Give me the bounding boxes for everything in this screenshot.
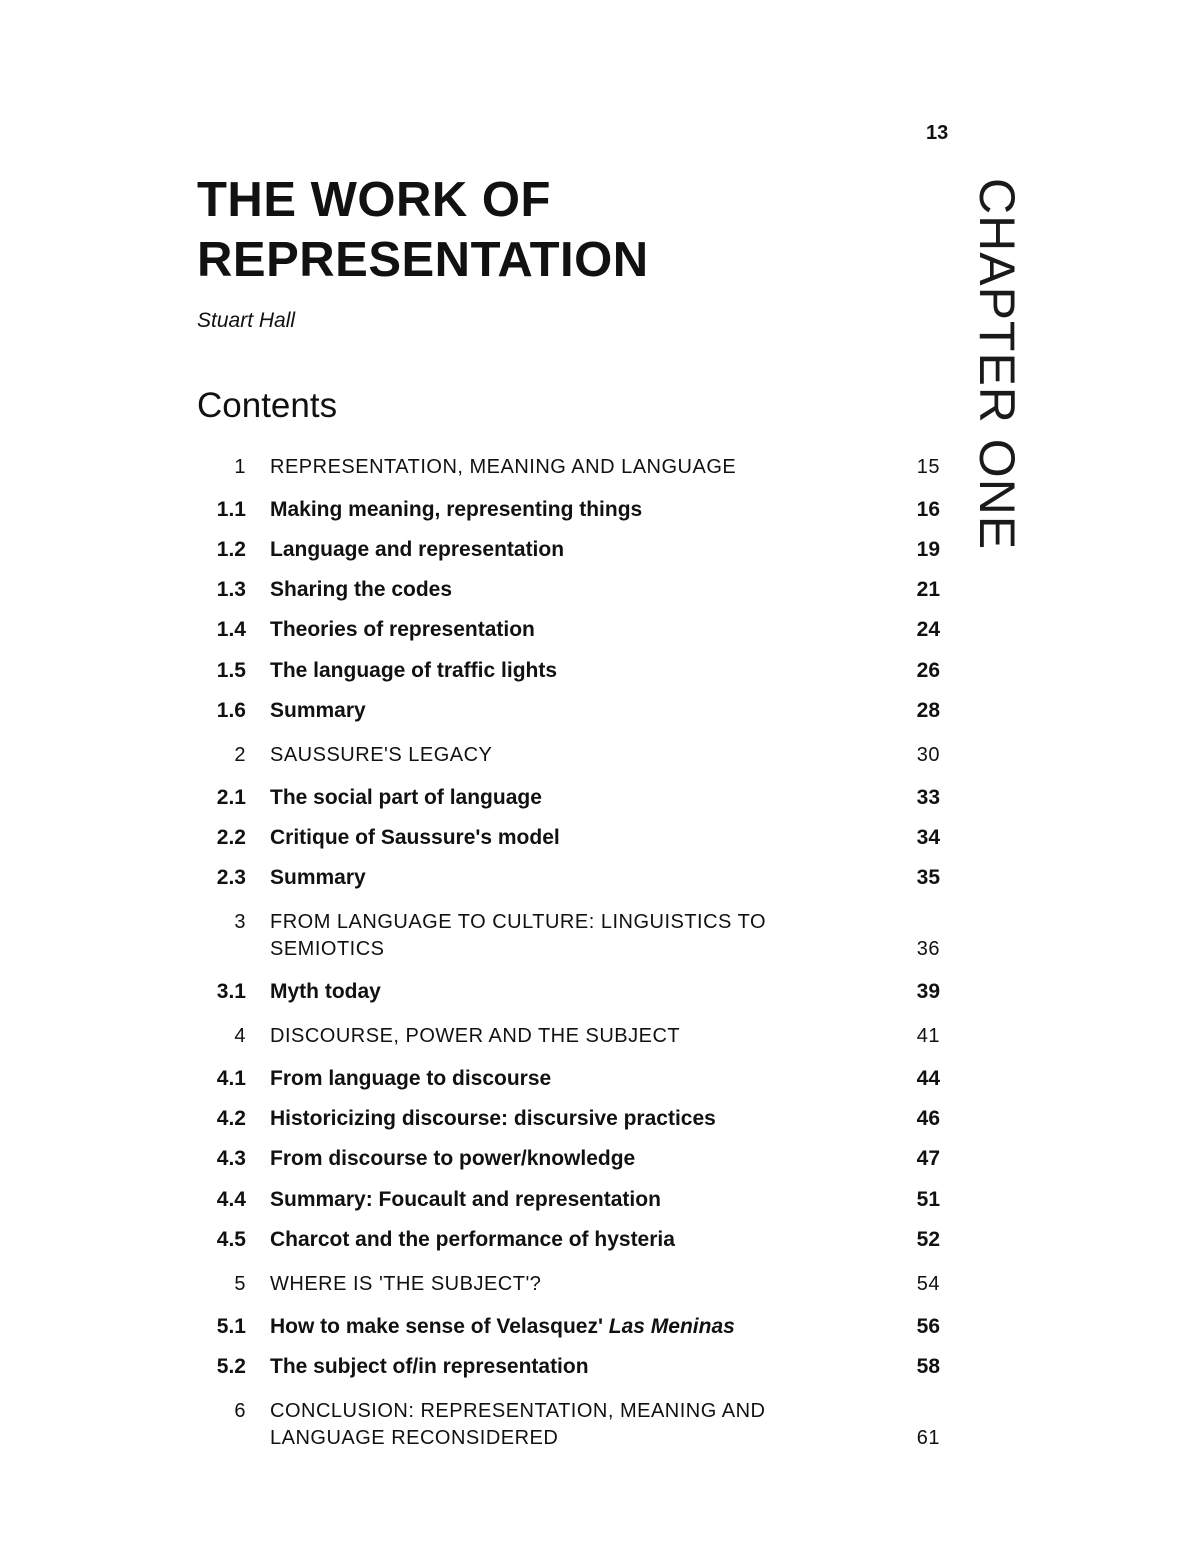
toc-number: 1.6 [216,699,246,722]
toc-title-text: How to make sense of Velasquez' [270,1315,609,1338]
toc-page: 56 [916,1315,940,1338]
toc-number: 2 [234,744,246,766]
toc-number: 1.1 [216,498,246,521]
toc-page: 52 [916,1228,940,1251]
toc-number: 4.4 [216,1188,246,1211]
toc-page: 16 [916,498,940,521]
chapter-title-line-1: THE WORK OF [197,173,551,227]
toc-page: 34 [916,826,940,849]
toc-number: 1.3 [216,578,246,601]
toc-page: 58 [916,1355,940,1378]
toc-title-italic: Las Meninas [608,1315,735,1338]
toc-number: 4.5 [216,1228,246,1251]
toc-title: FROM LANGUAGE TO CULTURE: LINGUISTICS TO SEMIOTICS [270,911,767,960]
toc-title: Charcot and the performance of hysteria [270,1228,675,1251]
toc-number: 1 [234,456,246,478]
toc-number: 2.1 [216,786,246,809]
toc-title: Making meaning, representing things [270,498,643,521]
toc-page: 15 [916,456,940,478]
toc-number: 1.5 [216,659,246,682]
toc-title: Theories of representation [270,618,535,641]
toc-title: Sharing the codes [270,578,453,601]
toc-page: 19 [916,538,940,561]
toc-number: 1.4 [216,618,246,641]
toc-number: 1.2 [216,538,246,561]
toc-title: DISCOURSE, POWER AND THE SUBJECT [270,1025,681,1047]
toc-title: REPRESENTATION, MEANING AND LANGUAGE [270,456,737,478]
toc-title: Summary [270,699,366,722]
toc-page: 28 [916,699,940,722]
toc-number: 4.2 [216,1107,246,1130]
toc-page: 41 [916,1025,940,1047]
chapter-title [197,170,649,290]
toc-page: 33 [916,786,940,809]
toc-number: 6 [234,1400,246,1422]
toc-page: 30 [916,744,940,766]
toc-number: 3 [234,911,246,933]
toc-page: 46 [916,1107,940,1130]
toc-title: Myth today [270,980,381,1003]
toc-page: 39 [916,980,940,1003]
toc-title: The language of traffic lights [270,659,558,682]
toc-page: 21 [916,578,940,601]
toc-title: CONCLUSION: REPRESENTATION, MEANING AND LANGUAGE RECONSIDERED [270,1400,766,1449]
page-number: 13 [926,122,949,144]
contents-heading: Contents [197,386,338,425]
toc-title: WHERE IS 'THE SUBJECT'? [270,1273,542,1295]
toc-number: 4 [234,1025,246,1047]
toc-number: 5 [234,1273,246,1295]
toc-page: 26 [916,659,940,682]
toc-page: 47 [916,1147,940,1170]
author-name: Stuart Hall [197,309,296,332]
toc-title: From discourse to power/knowledge [270,1147,636,1170]
toc-page: 51 [916,1188,940,1211]
toc-page: 44 [916,1067,940,1090]
toc-title: SAUSSURE'S LEGACY [270,744,493,766]
toc-title: The social part of language [270,786,542,809]
chapter-title-line-2: REPRESENTATION [197,233,649,287]
toc-number: 2.3 [216,866,246,889]
chapter-label-text: CHAPTER ONE [969,178,1025,551]
toc-title: Summary: Foucault and representation [270,1188,661,1211]
toc-number: 3.1 [216,980,246,1003]
toc-title: Language and representation [270,538,565,561]
toc-title: From language to discourse [270,1067,552,1090]
toc-page: 61 [916,1427,940,1449]
toc-title: The subject of/in representation [270,1355,589,1378]
toc-title [270,1313,830,1340]
toc-page: 36 [916,938,940,960]
chapter-label [962,178,1032,551]
toc-number: 5.2 [216,1355,246,1378]
toc-page: 24 [916,618,940,641]
toc-title: Historicizing discourse: discursive practices [270,1107,716,1130]
toc-number: 4.3 [216,1147,246,1170]
toc-page: 35 [916,866,940,889]
toc-title: Critique of Saussure's model [270,826,560,849]
toc-number: 5.1 [216,1315,246,1338]
toc-number: 2.2 [216,826,246,849]
toc-number: 4.1 [216,1067,246,1090]
toc-page: 54 [916,1273,940,1295]
toc-title: Summary [270,866,366,889]
